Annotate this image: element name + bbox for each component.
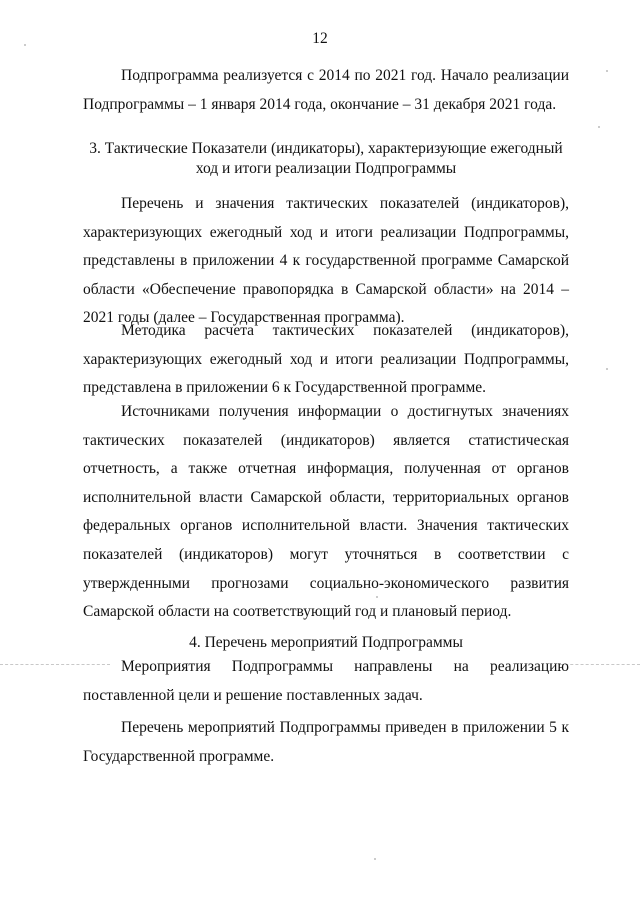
scan-artifact-line-right [560, 664, 640, 665]
intro-paragraph: Подпрограмма реализуется с 2014 по 2021 год. Начало реализации Подпрограммы – 1 января 2014 года, окончание – 31 декабря 2021 года. [83, 67, 569, 113]
section-3-heading-line-1: 3. Тактические Показатели (индикаторы), характеризующие ежегодный [89, 140, 563, 157]
section-3-paragraph-3: Источниками получения информации о достигнутых значениях тактических показателей (индикаторов) является статистическая отчетность, а также отчетная информация, полученная от органов исполнительной власти Самарской области, территориальных органов федеральных органов исполнительной власти. Значения тактических показателей (индикаторов) могут уточняться в соответствии с утвержденными прогнозами социально-экономического развития Самарской области на соответствующий год и плановый период. [83, 403, 569, 621]
section-3-heading-line-2: ход и итоги реализации Подпрограммы [195, 160, 457, 177]
scan-speck [606, 368, 608, 370]
section-3-heading [83, 139, 569, 179]
page-number: 12 [312, 30, 328, 47]
section-3-paragraph-2: Методика расчета тактических показателей (индикаторов), характеризующих ежегодный ход и итоги реализации Подпрограммы, представлена в приложении 6 к Государственной программе. [83, 322, 569, 397]
section-4-heading: 4. Перечень мероприятий Подпрограммы [189, 634, 463, 651]
section-4-paragraph-2: Перечень мероприятий Подпрограммы приведен в приложении 5 к Государственной программе. [83, 719, 569, 765]
section-3-paragraph-1: Перечень и значения тактических показателей (индикаторов), характеризующих ежегодный ход и итоги реализации Подпрограммы, представлены в приложении 4 к государственной программе Самарской области «Обеспечение правопорядка в Самарской области» на 2014 – 2021 годы (далее – Государственная программа). [83, 195, 569, 327]
section-4-paragraph-1: Мероприятия Подпрограммы направлены на реализацию поставленной цели и решение поставленных задач. [83, 658, 569, 704]
scan-speck [24, 44, 26, 46]
scan-speck [374, 858, 376, 860]
scan-speck [606, 70, 608, 72]
scan-speck [376, 596, 378, 598]
scan-speck [598, 126, 600, 128]
